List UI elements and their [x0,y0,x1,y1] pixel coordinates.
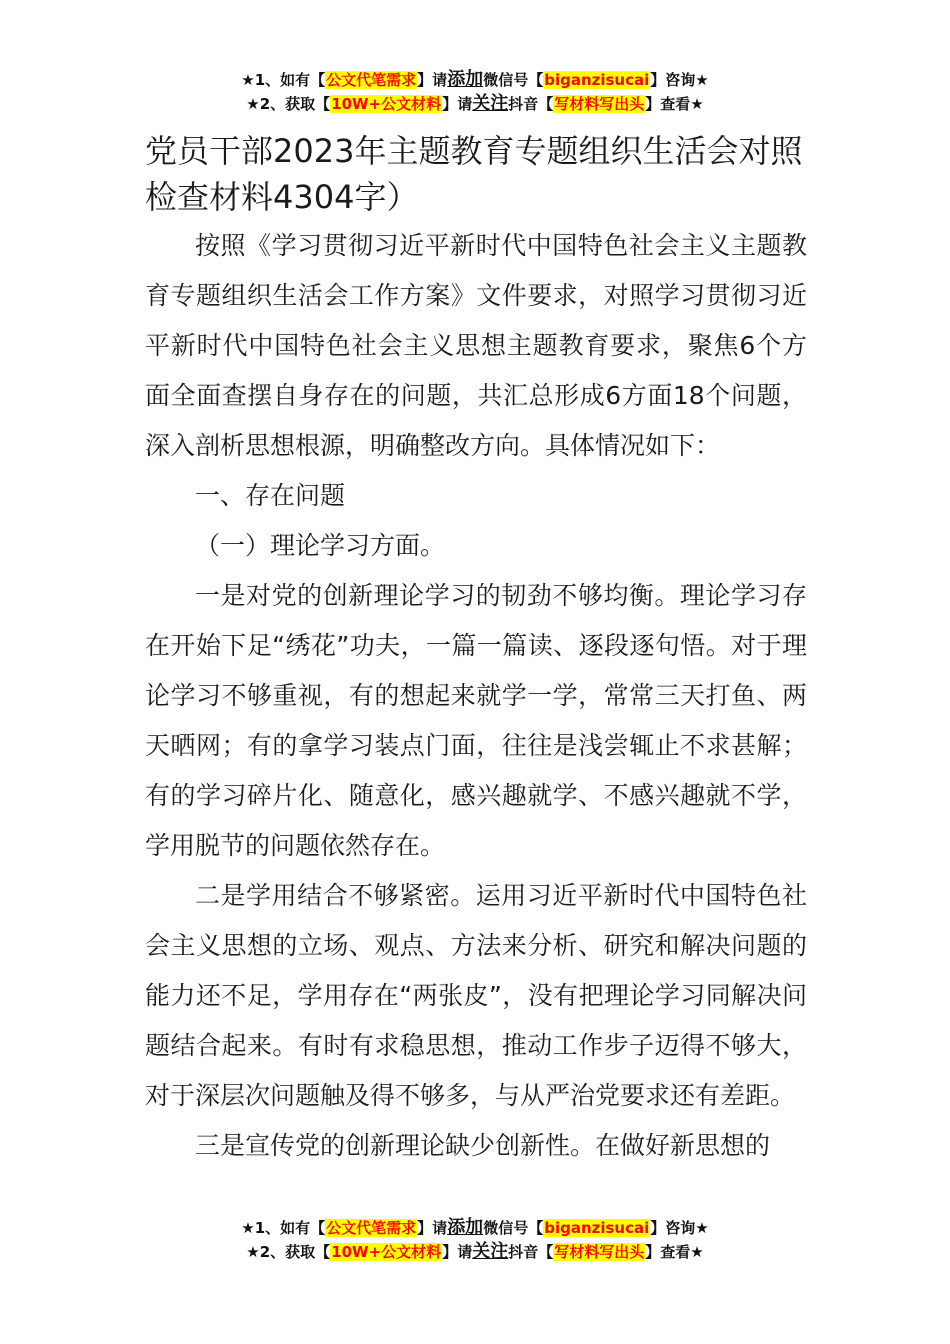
banner-line-2 [0,92,950,116]
footer-line-1 [0,1216,950,1240]
document-title: 党员干部2023年主题教育专题组织生活会对照检查材料4304字） [145,132,803,216]
footer-line-2-prefix: ★2、获取【 [246,1243,331,1261]
footer-tag-douyin-account: 写材料写出头 [554,1243,645,1261]
section-heading-problems: 一、存在问题 [195,481,346,510]
banner-line-1-suffix: 】咨询★ [650,71,709,89]
header-banner [0,68,950,116]
banner-tag-wechat-id: biganzisucai [544,71,650,89]
banner-line-2-mid: 】请 [442,95,473,113]
banner-line-1-mid2: 微信号【 [483,71,544,89]
banner-line-2-mid2: 抖音【 [508,95,554,113]
footer-line-1-prefix: ★1、如有【 [241,1219,326,1237]
banner-line-2-suffix: 】查看★ [645,95,704,113]
banner-tag-writing-service: 公文代笔需求 [326,71,417,89]
footer-line-2-mid: 】请 [442,1243,473,1261]
footer-line-2 [0,1240,950,1264]
subsection-heading-theory-study: （一）理论学习方面。 [195,531,446,560]
paragraph-issue-2: 二是学用结合不够紧密。运用习近平新时代中国特色社会主义思想的立场、观点、方法来分析、研究和解决问题的能力还不足，学用存在“两张皮”，没有把理论学习同解决问题结合起来。有时有求稳思想，推动工作步子迈得不够大，对于深层次问题触及得不够多，与从严治党要求还有差距。 [145,881,807,1110]
footer-line-1-underlined: 添加 [447,1217,484,1238]
banner-line-2-prefix: ★2、获取【 [246,95,331,113]
footer-line-1-suffix: 】咨询★ [650,1219,709,1237]
banner-tag-materials: 10W+公文材料 [331,95,442,113]
footer-line-2-underlined: 关注 [472,1241,509,1262]
footer-tag-writing-service: 公文代笔需求 [326,1219,417,1237]
banner-line-1 [0,68,950,92]
document-body [145,221,807,1171]
banner-line-1-mid: 】请 [417,71,448,89]
banner-line-2-underlined: 关注 [472,93,509,114]
banner-line-1-prefix: ★1、如有【 [241,71,326,89]
paragraph-intro: 按照《学习贯彻习近平新时代中国特色社会主义主题教育专题组织生活会工作方案》文件要求，对照学习贯彻习近平新时代中国特色社会主义思想主题教育要求，聚焦6个方面全面查摆自身存在的问题，共汇总形成6方面18个问题，深入剖析思想根源，明确整改方向。具体情况如下： [145,231,807,460]
footer-tag-wechat-id: biganzisucai [544,1219,650,1237]
paragraph-issue-3: 三是宣传党的创新理论缺少创新性。在做好新思想的 [195,1131,771,1160]
footer-line-1-mid2: 微信号【 [483,1219,544,1237]
banner-line-1-underlined: 添加 [447,69,484,90]
footer-line-2-mid2: 抖音【 [508,1243,554,1261]
footer-line-1-mid: 】请 [417,1219,448,1237]
paragraph-issue-1: 一是对党的创新理论学习的韧劲不够均衡。理论学习存在开始下足“绣花”功夫，一篇一篇读、逐段逐句悟。对于理论学习不够重视，有的想起来就学一学，常常三天打鱼、两天晒网；有的拿学习装点门面，往往是浅尝辄止不求甚解；有的学习碎片化、随意化，感兴趣就学、不感兴趣就不学，学用脱节的问题依然存在。 [145,581,807,860]
footer-banner [0,1216,950,1264]
footer-line-2-suffix: 】查看★ [645,1243,704,1261]
banner-tag-douyin-account: 写材料写出头 [554,95,645,113]
footer-tag-materials: 10W+公文材料 [331,1243,442,1261]
